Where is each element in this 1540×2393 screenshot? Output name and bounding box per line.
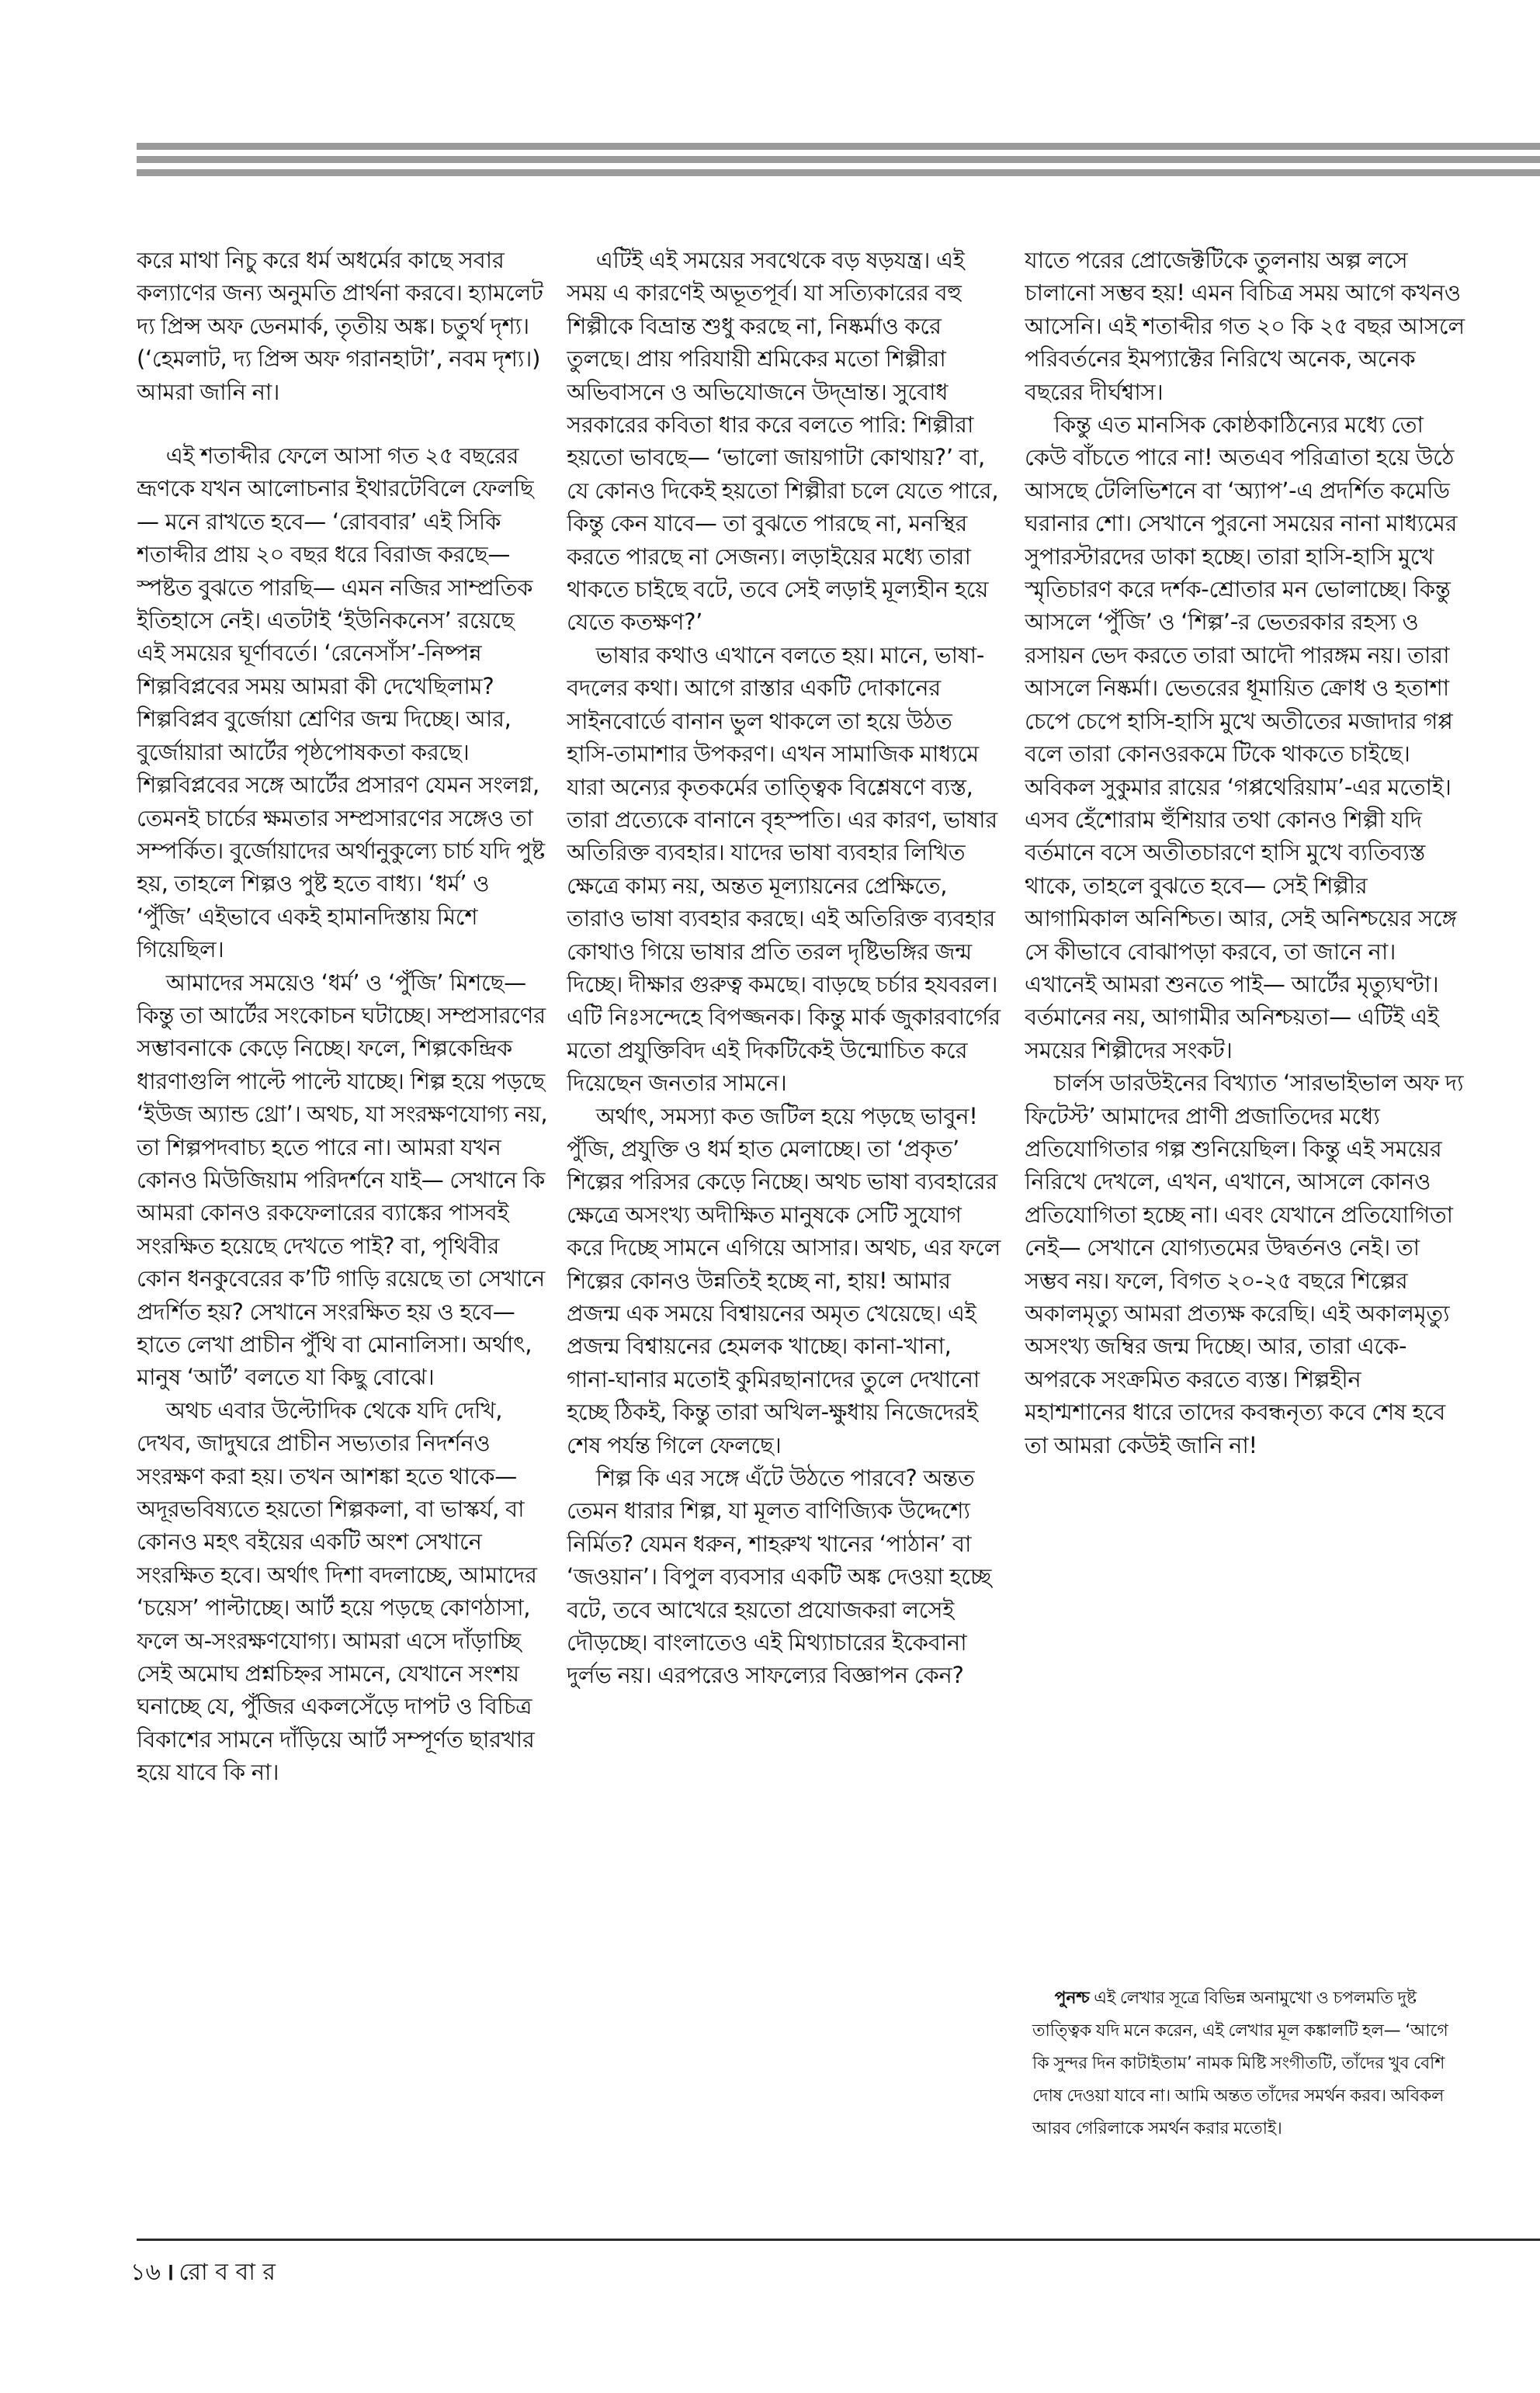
page-number: ১৬ (130, 2259, 161, 2286)
footer-separator: । (165, 2259, 175, 2286)
paragraph: করে মাথা নিচু করে ধর্ম অধর্মের কাছে সবার কল্যাণের জন্য অনুমতি প্রার্থনা করবে। হ্যামলেট দ্য প্রিন্স অফ ডেনমার্ক, তৃতীয় অঙ্ক। চতুর্থ দৃশ্য। (‘হেমলাট, দ্য প্রিন্স অফ গরানহাটা’, নবম দৃশ্য।) আমরা জানি না। (137, 247, 543, 405)
paragraph: এই শতাব্দীর ফেলে আসা গত ২৫ বছরের ভ্রূণকে যখন আলোচনার ইথারটেবিলে ফেলছি— মনে রাখতে হবে— ‘রোববার’ এই সিকি শতাব্দীর প্রায় ২০ বছর ধরে বিরাজ করছে— স্পষ্টত বুঝতে পারছি— এমন নজির সাম্প্রতিক ইতিহাসে নেই। এতটাই ‘ইউনিকনেস’ রয়েছে এই সময়ের ঘূর্ণাবর্তে। ‘রেনেসাঁস’-নিষ্পন্ন শিল্পবিপ্লবের সময় আমরা কী দেখেছিলাম? শিল্পবিপ্লব বুর্জোয়া শ্রেণির জন্ম দিচ্ছে। আর, বুর্জোয়ারা আর্টের পৃষ্ঠপোষকতা করছে। শিল্পবিপ্লবের সঙ্গে আর্টের প্রসারণ যেমন সংলগ্ন, তেমনই চার্চের ক্ষমতার সম্প্রসারণের সঙ্গেও তা সম্পর্কিত। বুর্জোয়াদের অর্থানুকুল্যে চার্চ যদি পুষ্ট হয়, তাহলে শিল্পও পুষ্ট হতে বাধ্য। ‘ধর্ম’ ও ‘পুঁজি’ এইভাবে একই হামানদিস্তায় মিশে গিয়েছিল। (137, 442, 545, 963)
paragraph: কিন্তু এত মানসিক কোষ্ঠকাঠিন্যের মধ্যে তো কেউ বাঁচতে পারে না! অতএব পরিত্রাতা হয়ে উঠে আসছে টেলিভিশনে বা ‘অ্যাপ’-এ প্রদর্শিত কমেডি ঘরানার শো। সেখানে পুরনো সময়ের নানা মাধ্যমের সুপারস্টারদের ডাকা হচ্ছে। তারা হাসি-হাসি মুখে স্মৃতিচারণ করে দর্শক-শ্রোতার মন ভোলাচ্ছে। কিন্তু আসলে ‘পুঁজি’ ও ‘শিল্প’-র ভেতরকার রহস্য ও রসায়ন ভেদ করতে তারা আদৌ পারঙ্গম নয়। তারা আসলে নিষ্কর্মা। ভেতরের ধূমায়িত ক্রোধ ও হতাশা চেপে চেপে হাসি-হাসি মুখে অতীতের মজাদার গপ্প বলে তারা কোনওরকমে টিকে থাকতে চাইছে। অবিকল সুকুমার রায়ের ‘গপ্পথেরিয়াম’-এর মতোই। এসব হেঁশোরাম হুঁশিয়ার তথা কোনও শিল্পী যদি বর্তমানে বসে অতীতচারণে হাসি মুখে ব্যতিব্যস্ত থাকে, তাহলে বুঝতে হবে— সেই শিল্পীর আগামিকাল অনিশ্চিত। আর, সেই অনিশ্চয়ের সঙ্গে সে কীভাবে বোঝাপড়া করবে, তা জানে না। এখানেই আমরা শুনতে পাই— আর্টের মৃত্যুঘণ্টা। বর্তমানের নয়, আগামীর অনিশ্চয়তা— এটিই এই সময়ের শিল্পীদের সংকট। (1025, 411, 1458, 1063)
paragraph: অর্থাৎ, সমস্যা কত জটিল হয়ে পড়ছে ভাবুন! পুঁজি, প্রযুক্তি ও ধর্ম হাত মেলাচ্ছে। তা ‘প্রকৃত’ শিল্পের পরিসর কেড়ে নিচ্ছে। অথচ ভাষা ব্যবহারের ক্ষেত্রে অসংখ্য অদীক্ষিত মানুষকে সেটি সুযোগ করে দিচ্ছে সামনে এগিয়ে আসার। অথচ, এর ফলে শিল্পের কোনও উন্নতিই হচ্ছে না, হায়! আমার প্রজন্ম এক সময়ে বিশ্বায়নের অমৃত খেয়েছে। এই প্রজন্ম বিশ্বায়নের হেমলক খাচ্ছে। কানা-খানা, গানা-ঘানার মতোই কুমিরছানাদের তুলে দেখানো হচ্ছে ঠিকই, কিন্তু তারা অখিল-ক্ষুধায় নিজেদেরই শেষ পর্যন্ত গিলে ফেলছে। (567, 1102, 1001, 1458)
paragraph: শিল্প কি এর সঙ্গে এঁটে উঠতে পারবে? অন্তত তেমন ধারার শিল্প, যা মূলত বাণিজ্যিক উদ্দেশ্যে নির্মিত? যেমন ধরুন, শাহরুখ খানের ‘পাঠান’ বা ‘জওয়ান’। বিপুল ব্যবসার একটি অঙ্ক দেওয়া হচ্ছে বটে, তবে আখেরে হয়তো প্রযোজকরা লসেই দৌড়চ্ছে। বাংলাতেও এই মিথ্যাচারের ইকেবানা দুর্লভ নয়। এরপরেও সাফল্যের বিজ্ঞাপন কেন? (567, 1465, 992, 1689)
page-footer (130, 2259, 276, 2287)
paragraph: ভাষার কথাও এখানে বলতে হয়। মানে, ভাষা-বদলের কথা। আগে রাস্তার একটি দোকানের সাইনবোর্ডে বানান ভুল থাকলে তা হয়ে উঠত হাসি-তামাশার উপকরণ। এখন সামাজিক মাধ্যমে যারা অন্যের কৃতকর্মের তাত্ত্বিক বিশ্লেষণে ব্যস্ত, তারা প্রত্যেকে বানানে বৃহস্পতি। এর কারণ, ভাষার অতিরিক্ত ব্যবহার। যাদের ভাষা ব্যবহার লিখিত ক্ষেত্রে কাম্য নয়, অন্তত মূল্যায়নের প্রেক্ষিতে, তারাও ভাষা ব্যবহার করছে। এই অতিরিক্ত ব্যবহার কোথাও গিয়ে ভাষার প্রতি তরল দৃষ্টিভঙ্গির জন্ম দিচ্ছে। দীক্ষার গুরুত্ব কমছে। বাড়ছে চর্চার হযবরল। এটি নিঃসন্দেহে বিপজ্জনক। কিন্তু মার্ক জুকারবার্গের মতো প্রযুক্তিবিদ এই দিকটিকেই উন্মোচিত করে দিয়েছেন জনতার সামনে। (567, 641, 1001, 1097)
postscript-note (1032, 1982, 1467, 2145)
article-column-1 (137, 244, 548, 2200)
postscript-label: পুনশ্চ (1054, 1989, 1090, 2008)
magazine-name: রো ব বা র (179, 2259, 276, 2286)
header-rules (137, 143, 1540, 182)
header-rule (137, 156, 1540, 163)
paragraph: যাতে পরের প্রোজেক্টটিকে তুলনায় অল্প লসে চালানো সম্ভব হয়! এমন বিচিত্র সময় আগে কখনও আসেনি। এই শতাব্দীর গত ২০ কি ২৫ বছর আসলে পরিবর্তনের ইমপ্যাক্টের নিরিখে অনেক, অনেক বছরের দীর্ঘশ্বাস। (1025, 247, 1465, 405)
header-rule (137, 143, 1540, 150)
paragraph: অথচ এবার উল্টোদিক থেকে যদি দেখি, দেখব, জাদুঘরে প্রাচীন সভ্যতার নিদর্শনও সংরক্ষণ করা হয়। তখন আশঙ্কা হতে থাকে— অদূরভবিষ্যতে হয়তো শিল্পকলা, বা ভাস্কর্য, বা কোনও মহৎ বইয়ের একটি অংশ সেখানে সংরক্ষিত হবে। অর্থাৎ দিশা বদলাচ্ছে, আমাদের ‘চয়েস’ পাল্টাচ্ছে। আর্ট হয়ে পড়ছে কোণঠাসা, ফলে অ-সংরক্ষণযোগ্য। আমরা এসে দাঁড়াচ্ছি সেই অমোঘ প্রশ্নচিহ্নর সামনে, যেখানে সংশয় ঘনাচ্ছে যে, পুঁজির একলসেঁড়ে দাপট ও বিচিত্র বিকাশের সামনে দাঁড়িয়ে আর্ট সম্পূর্ণত ছারখার হয়ে যাবে কি না। (137, 1396, 537, 1786)
header-rule (137, 169, 1540, 176)
paragraph: চার্লস ডারউইনের বিখ্যাত ‘সারভাইভাল অফ দ্য ফিটেস্ট’ আমাদের প্রাণী প্রজাতিদের মধ্যে প্রতিযোগিতার গল্প শুনিয়েছিল। কিন্তু এই সময়ের নিরিখে দেখলে, এখন, এখানে, আসলে কোনও প্রতিযোগিতা হচ্ছে না। এবং যেখানে প্রতিযোগিতা নেই— সেখানে যোগ্যতমের উদ্বর্তনও নেই। তা সম্ভব নয়। ফলে, বিগত ২০-২৫ বছরে শিল্পের অকালমৃত্যু আমরা প্রত্যক্ষ করেছি। এই অকালমৃত্যু অসংখ্য জম্বির জন্ম দিচ্ছে। আর, তারা একে-অপরকে সংক্রমিত করতে ব্যস্ত। শিল্পহীন মহাশ্মশানের ধারে তাদের কবন্ধনৃত্য কবে শেষ হবে তা আমরা কেউই জানি না! (1025, 1070, 1464, 1458)
article-column-3 (1025, 244, 1467, 1944)
paragraph: আমাদের সময়েও ‘ধর্ম’ ও ‘পুঁজি’ মিশছে— কিন্তু তা আর্টের সংকোচন ঘটাচ্ছে। সম্প্রসারণের সম্ভাবনাকে কেড়ে নিচ্ছে। ফলে, শিল্পকেন্দ্রিক ধারণাগুলি পাল্টে পাল্টে যাচ্ছে। শিল্প হয়ে পড়ছে ‘ইউজ অ্যান্ড থ্রো’। অথচ, যা সংরক্ষণযোগ্য নয়, তা শিল্পপদবাচ্য হতে পারে না। আমরা যখন কোনও মিউজিয়াম পরিদর্শনে যাই— সেখানে কি আমরা কোনও রকফেলারের ব্যাঙ্কের পাসবই সংরক্ষিত হয়েছে দেখতে পাই? বা, পৃথিবীর কোন ধনকুবেরের ক’টি গাড়ি রয়েছে তা সেখানে প্রদর্শিত হয়? সেখানে সংরক্ষিত হয় ও হবে— হাতে লেখা প্রাচীন পুঁথি বা মোনালিসা। অর্থাৎ, মানুষ ‘আর্ট’ বলতে যা কিছু বোঝে। (137, 969, 548, 1391)
paragraph: এটিই এই সময়ের সবথেকে বড় ষড়যন্ত্র। এই সময় এ কারণেই অভূতপূর্ব। যা সত্যিকারের বহু শিল্পীকে বিভ্রান্ত শুধু করছে না, নিষ্কর্মাও করে তুলছে। প্রায় পরিযায়ী শ্রমিকের মতো শিল্পীরা অভিবাসনে ও অভিযোজনে উদ্‌ভ্রান্ত। সুবোধ সরকারের কবিতা ধার করে বলতে পারি: শিল্পীরা হয়তো ভাবছে— ‘ভালো জায়গাটা কোথায়?’ বা, যে কোনও দিকেই হয়তো শিল্পীরা চলে যেতে পারে, কিন্তু কেন যাবে— তা বুঝতে পারছে না, মনস্থির করতে পারছে না সেজন্য। লড়াইয়ের মধ্যে তারা থাকতে চাইছে বটে, তবে সেই লড়াই মূল্যহীন হয়ে যেতে কতক্ষণ?’ (567, 247, 999, 636)
footer-rule (137, 2239, 1540, 2241)
postscript-text: এই লেখার সূত্রে বিভিন্ন অনামুখো ও চপলমতি দুষ্ট তাত্ত্বিক যদি মনে করেন, এই লেখার মূল কঙ্কালটি হল— ‘আগে কি সুন্দর দিন কাটাইতাম’ নামক মিষ্টি সংগীতটি, তাঁদের খুব বেশি দোষ দেওয়া যাবে না। আমি অন্তত তাঁদের সমর্থন করব। অবিকল আরব গেরিলাকে সমর্থন করার মতোই। (1032, 1989, 1448, 2138)
article-column-2 (567, 244, 1001, 2239)
